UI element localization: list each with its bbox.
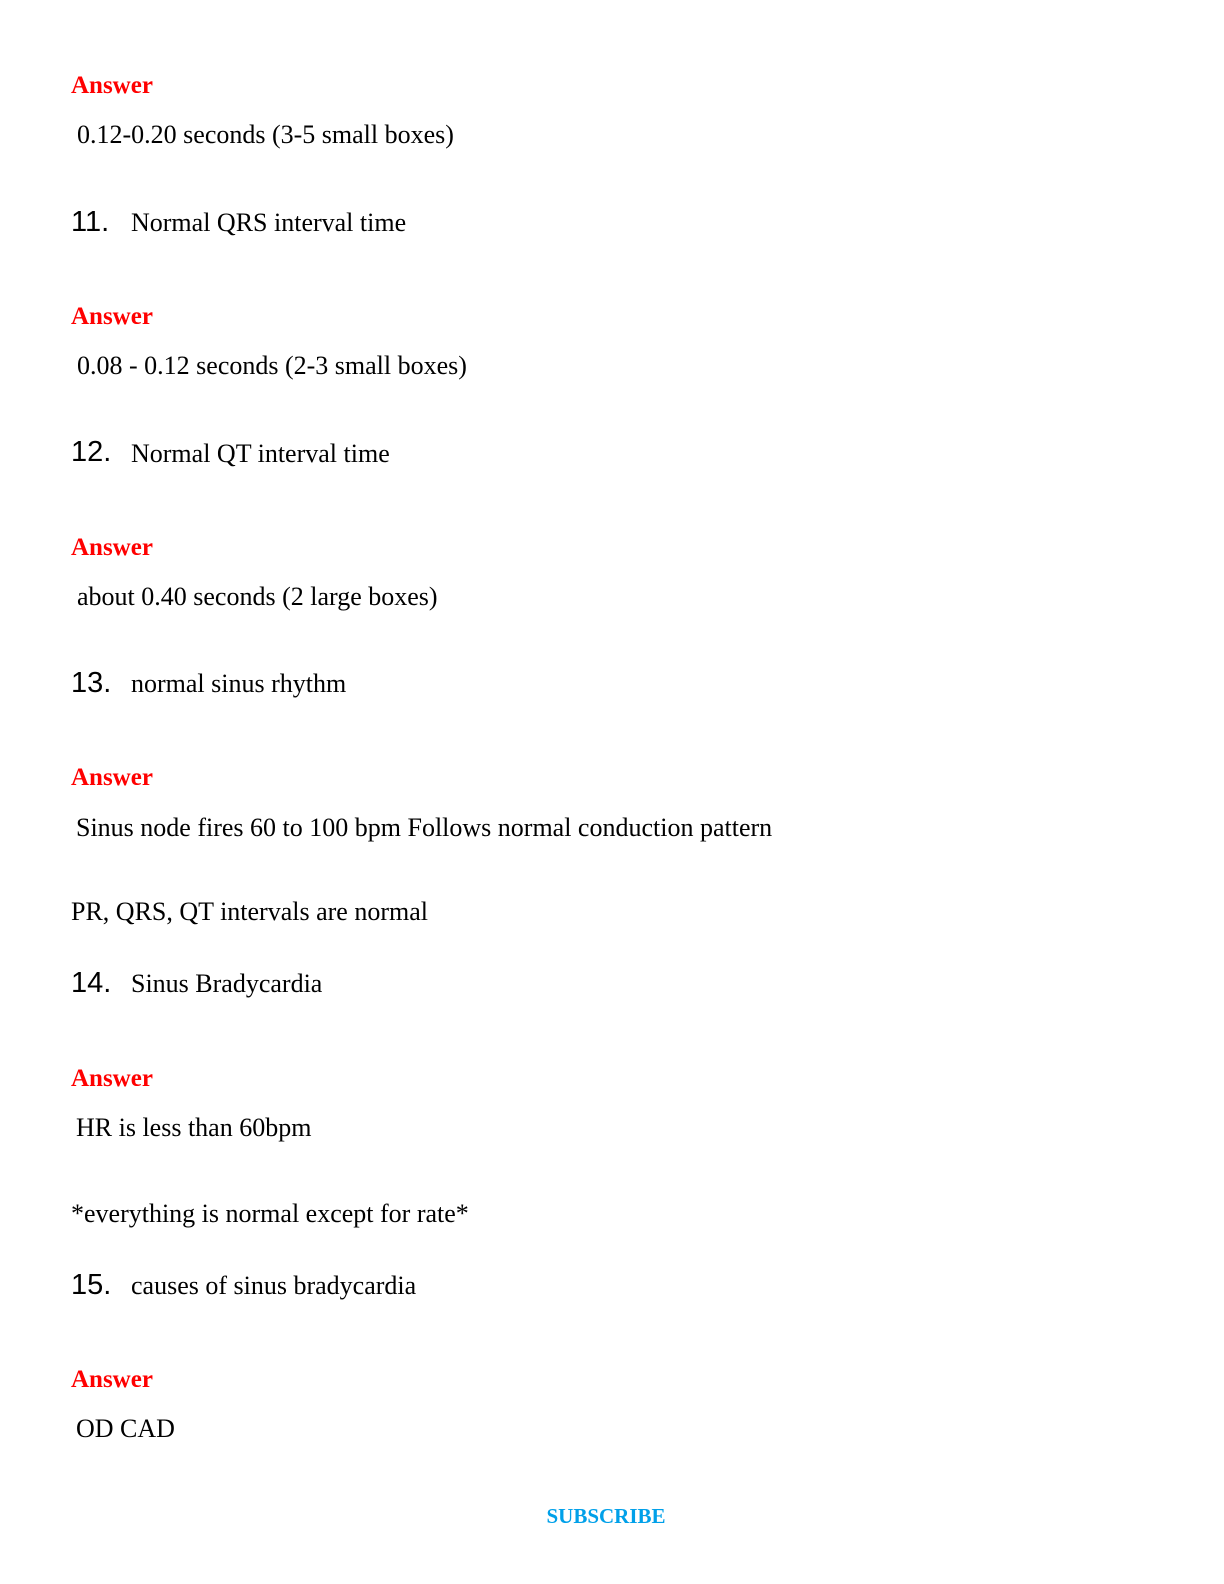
answer-text: 0.08 - 0.12 seconds (2-3 small boxes)	[77, 351, 467, 380]
answer-label: Answer	[71, 72, 153, 99]
question-number: 14.	[71, 967, 112, 999]
question-text: normal sinus rhythm	[131, 669, 347, 698]
answer-label: Answer	[71, 764, 153, 791]
answer-text: OD CAD	[76, 1414, 175, 1443]
question-text: Sinus Bradycardia	[131, 969, 323, 998]
question-text: causes of sinus bradycardia	[131, 1271, 417, 1300]
answer-label: Answer	[71, 534, 153, 561]
question-number: 12.	[71, 436, 112, 468]
answer-text: 0.12-0.20 seconds (3-5 small boxes)	[77, 120, 454, 149]
answer-label: Answer	[71, 303, 153, 330]
answer-text: about 0.40 seconds (2 large boxes)	[77, 582, 438, 611]
answer-label: Answer	[71, 1366, 153, 1393]
subscribe-link[interactable]: SUBSCRIBE	[546, 1504, 666, 1528]
answer-text: PR, QRS, QT intervals are normal	[71, 897, 428, 926]
question-number: 11.	[71, 206, 110, 238]
question-number: 15.	[71, 1269, 112, 1301]
answer-text: Sinus node fires 60 to 100 bpm Follows normal conduction pattern	[76, 813, 773, 842]
question-text: Normal QT interval time	[131, 439, 390, 468]
answer-text: HR is less than 60bpm	[76, 1113, 312, 1142]
question-number: 13.	[71, 667, 112, 699]
answer-text: *everything is normal except for rate*	[71, 1199, 469, 1228]
question-text: Normal QRS interval time	[131, 208, 407, 237]
answer-label: Answer	[71, 1065, 153, 1092]
